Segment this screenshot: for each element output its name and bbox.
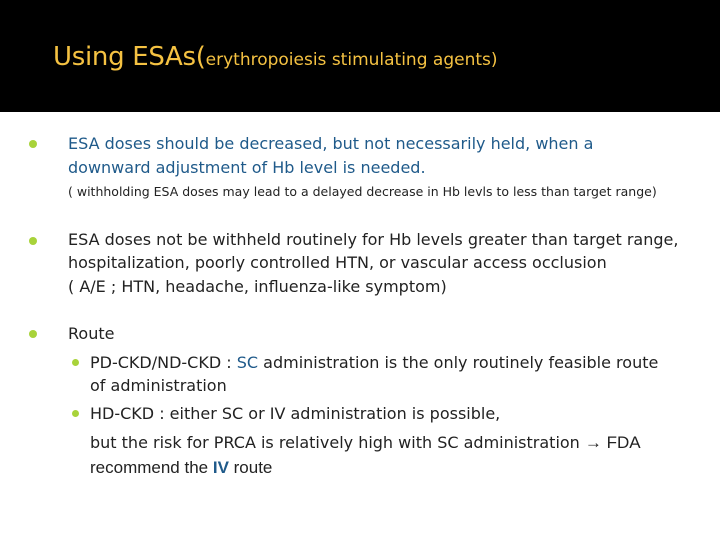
sub-bullet-2-line-2 <box>90 433 641 453</box>
sub-bullet-1-rest: administration is the only routinely feasible route <box>258 353 659 372</box>
bullet-3-label: Route <box>68 324 115 343</box>
bullet-dot-icon <box>29 330 37 338</box>
sub-bullet-1-line-2: of administration <box>90 376 227 395</box>
sub-bullet-2-line-1: HD-CKD : either SC or IV administration is possible, <box>90 404 501 423</box>
bullet-1-note: ( withholding ESA doses may lead to a delayed decrease in Hb levls to less than target range) <box>68 184 657 199</box>
sub-bullet-1-highlight: SC <box>236 353 259 372</box>
bullet-2-line-3: ( A/E ; HTN, headache, influenza-like symptom) <box>68 277 447 296</box>
sub-bullet-2-line-2a: but the risk for PRCA is relatively high with SC administration <box>90 433 585 452</box>
title-subtitle: erythropoiesis stimulating agents) <box>205 50 498 70</box>
sub-bullet-1-prefix: PD-CKD/ND-CKD : <box>90 353 237 372</box>
title-bar <box>0 0 720 112</box>
sub-bullet-1-line-1 <box>90 353 658 372</box>
sub-bullet-2-line-3a: recommend the <box>90 458 213 477</box>
sub-bullet-2-line-3 <box>90 458 272 478</box>
sub-bullet-dot-icon <box>72 410 79 417</box>
sub-bullet-2-line-3c: route <box>228 458 273 477</box>
title-main: Using ESAs( <box>53 42 206 72</box>
bullet-dot-icon <box>29 140 37 148</box>
bullet-1-line-1: ESA doses should be decreased, but not necessarily held, when a <box>68 134 594 153</box>
bullet-2-line-1: ESA doses not be withheld routinely for Hb levels greater than target range, <box>68 230 679 249</box>
sub-bullet-dot-icon <box>72 359 79 366</box>
bullet-2-line-2: hospitalization, poorly controlled HTN, or vascular access occlusion <box>68 253 607 272</box>
sub-bullet-2-line-3b: IV <box>212 458 229 477</box>
sub-bullet-2-line-2b: → FDA <box>584 433 641 452</box>
slide-title <box>53 42 498 72</box>
bullet-1-line-2: downward adjustment of Hb level is needed. <box>68 158 426 177</box>
bullet-dot-icon <box>29 237 37 245</box>
